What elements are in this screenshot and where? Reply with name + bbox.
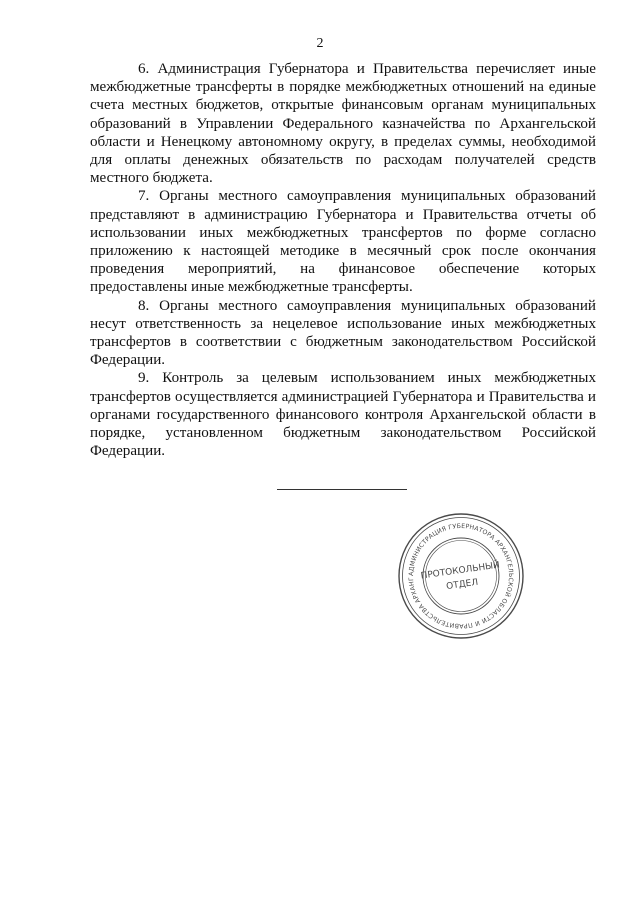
- seal-graphic: [395, 510, 527, 642]
- paragraph-8: 8. Органы местного самоуправления муниципальных образований несут ответственность за нецелевое использование иных межбюджетных трансфертов в соответствии с бюджетным законодательством Российской Федерации.: [90, 297, 596, 369]
- document-body: [90, 60, 596, 460]
- paragraph-7: 7. Органы местного самоуправления муниципальных образований представляют в администрацию Губернатора и Правительства отчеты об использовании иных межбюджетных трансфертов по форме согласно приложению к настоящей методике в месячный срок после окончания проведения мероприятий, на финансовое обеспечение которых предоставлены иные межбюджетные трансферты.: [90, 188, 596, 296]
- seal-ring-text: АДМИНИСТРАЦИЯ ГУБЕРНАТОРА АРХАНГЕЛЬСКОЙ ОБЛАСТИ И ПРАВИТЕЛЬСТВА АРХАНГ: [407, 522, 515, 630]
- signature-divider: [277, 489, 407, 490]
- page-number: 2: [316, 36, 324, 51]
- paragraph-9: 9. Контроль за целевым использованием иных межбюджетных трансфертов осуществляется администрацией Губернатора и Правительства и органами государственного финансового контроля Архангельской области в порядке, установленном бюджетным законодательством Российской Федерации.: [90, 370, 596, 460]
- official-seal-stamp: [395, 510, 527, 642]
- seal-center-text-2: ОТДЕЛ: [445, 577, 479, 593]
- seal-center-text-1: ПРОТОКОЛЬНЫЙ: [420, 560, 501, 582]
- paragraph-6: 6. Администрация Губернатора и Правительства перечисляет иные межбюджетные трансферты в порядке межбюджетных отношений на единые счета местных бюджетов, открытые финансовым органам муниципальных образований в Управлении Федерального казначейства по Архангельской области и Ненецкому автономному округу, в пределах суммы, необходимой для оплаты денежных обязательств по расходам получателей средств местного бюджета.: [90, 61, 596, 187]
